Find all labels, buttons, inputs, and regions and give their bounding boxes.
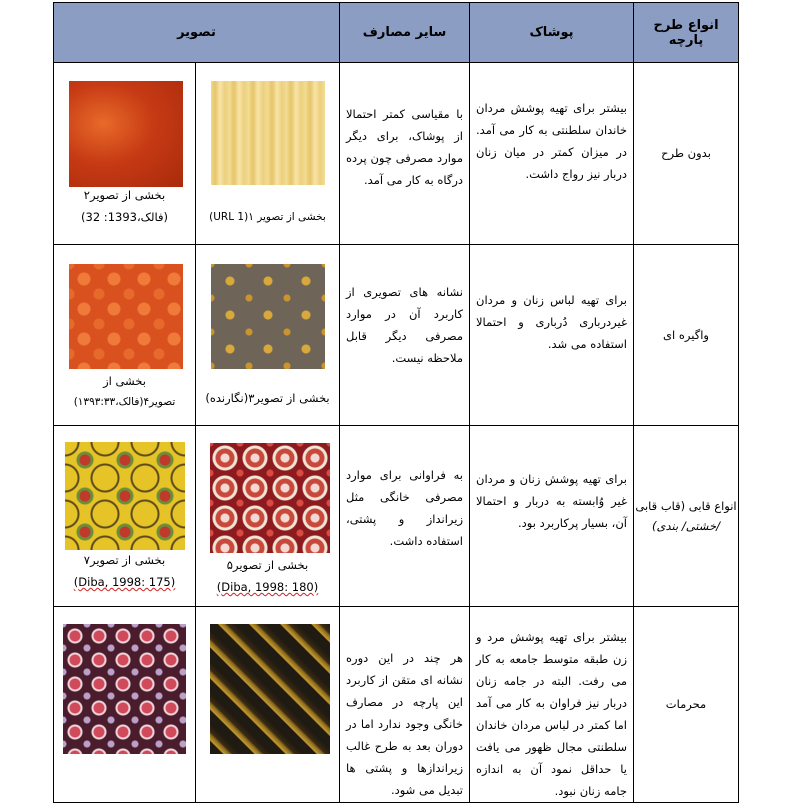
image-caption: تصویر۴(فالک،۱۳۹۳:۳۳) bbox=[73, 396, 176, 408]
plain-red-fabric-image bbox=[69, 81, 183, 187]
header-row bbox=[54, 3, 739, 63]
image-cell bbox=[196, 426, 340, 607]
citation: (Diba, 1998: 180) bbox=[216, 580, 319, 594]
image-caption: (فالک،1393: 32) bbox=[81, 210, 168, 224]
image-caption: بخشی از تصویر۵ bbox=[226, 558, 309, 572]
image-caption bbox=[196, 577, 339, 597]
table-row bbox=[54, 63, 739, 245]
fabric-types-table bbox=[53, 2, 739, 803]
diagonal-striped-fabric-image bbox=[210, 624, 330, 754]
header-fabric-types: انواع طرح پارچه bbox=[634, 3, 739, 63]
gray-floral-fabric-image bbox=[211, 264, 325, 369]
red-medallion-fabric-image bbox=[210, 443, 330, 553]
other-uses-text: هر چند در این دوره نشانه ای متقن از کاربرد این پارچه در مصارف خانگی وجود ندارد اما در دوران بعد به طرح غالب زیراندازها و پشتی ها تبدیل می شود. bbox=[346, 651, 463, 797]
clothing-text: برای تهیه لباس زنان و مردان غیردرباری دُرباری و احتمالا استفاده می شد. bbox=[476, 293, 627, 351]
image-cell bbox=[196, 63, 340, 245]
image-caption: بخشی از تصویر۲ bbox=[83, 188, 166, 202]
image-caption: بخشی از bbox=[103, 374, 146, 388]
row-clothing-text bbox=[470, 63, 634, 245]
image-cell bbox=[54, 607, 196, 803]
clothing-text: بیشتر برای تهیه پوشش مردان خاندان سلطنتی به کار می آمد. در میزان کمتر در میان زنان دربار نیز رواج داشت. bbox=[476, 101, 627, 181]
type-label-line1: انواع قابی (قاب قابی bbox=[635, 499, 737, 513]
row-clothing-text bbox=[470, 426, 634, 607]
other-uses-text: نشانه های تصویری از کاربرد آن در موارد مصرفی دیگر قابل ملاحظه نیست. bbox=[346, 285, 463, 365]
image-caption: بخشی از تصویر ۱(URL 1) bbox=[209, 211, 326, 223]
row-other-text bbox=[340, 607, 470, 803]
row-other-text bbox=[340, 245, 470, 426]
plain-cream-fabric-image bbox=[211, 81, 325, 185]
citation: (Diba, 1998: 175) bbox=[73, 575, 176, 589]
image-cell bbox=[54, 63, 196, 245]
image-caption: بخشی از تصویر۷ bbox=[83, 553, 166, 567]
multicolor-patterned-fabric-image bbox=[63, 624, 186, 754]
row-clothing-text bbox=[470, 607, 634, 803]
other-uses-text: با مقیاسی کمتر احتمالا از پوشاک، برای دیگر موارد مصرفی چون پرده درگاه به کار می آمد. bbox=[346, 107, 463, 187]
image-caption: بخشی از تصویر۳(نگارنده) bbox=[205, 391, 330, 405]
clothing-text: بیشتر برای تهیه پوشش مرد و زن طبقه متوسط جامعه به کار می رفت. البته در جامه زنان دربار نیز فراوان به کار می آمد اما کمتر در لباس مردان خاندان سلطنتی مجال ظهور می یافت یا حداقل نمود آن به اندازه جامه زنان نبود. bbox=[476, 630, 627, 798]
row-clothing-text bbox=[470, 245, 634, 426]
table-row bbox=[54, 245, 739, 426]
header-clothing: پوشاک bbox=[470, 3, 634, 63]
image-cell bbox=[196, 245, 340, 426]
yellow-trellis-fabric-image bbox=[65, 442, 185, 550]
clothing-text: برای تهیه پوشش زنان و مردان غیر وُابسته به دربار و احتمالا آن، بسیار پرکاربرد بود. bbox=[476, 472, 627, 530]
row-other-text bbox=[340, 426, 470, 607]
row-type-striped: محرمات bbox=[634, 607, 739, 803]
row-other-text bbox=[340, 63, 470, 245]
type-label-line2: /خشتی/ بندی) bbox=[651, 519, 721, 533]
other-uses-text: به فراوانی برای موارد مصرفی خانگی مثل زیرانداز و پشتی، استفاده داشت. bbox=[346, 468, 463, 548]
row-type-plain: بدون طرح bbox=[634, 63, 739, 245]
row-type-framed bbox=[634, 426, 739, 607]
table-row bbox=[54, 607, 739, 803]
image-cell bbox=[54, 426, 196, 607]
red-floral-fabric-image bbox=[69, 264, 183, 369]
row-type-block-print: واگیره ای bbox=[634, 245, 739, 426]
table-row bbox=[54, 426, 739, 607]
image-cell bbox=[54, 245, 196, 426]
image-caption bbox=[54, 572, 195, 592]
image-cell bbox=[196, 607, 340, 803]
header-image: تصویر bbox=[54, 3, 340, 63]
header-other-uses: سایر مصارف bbox=[340, 3, 470, 63]
